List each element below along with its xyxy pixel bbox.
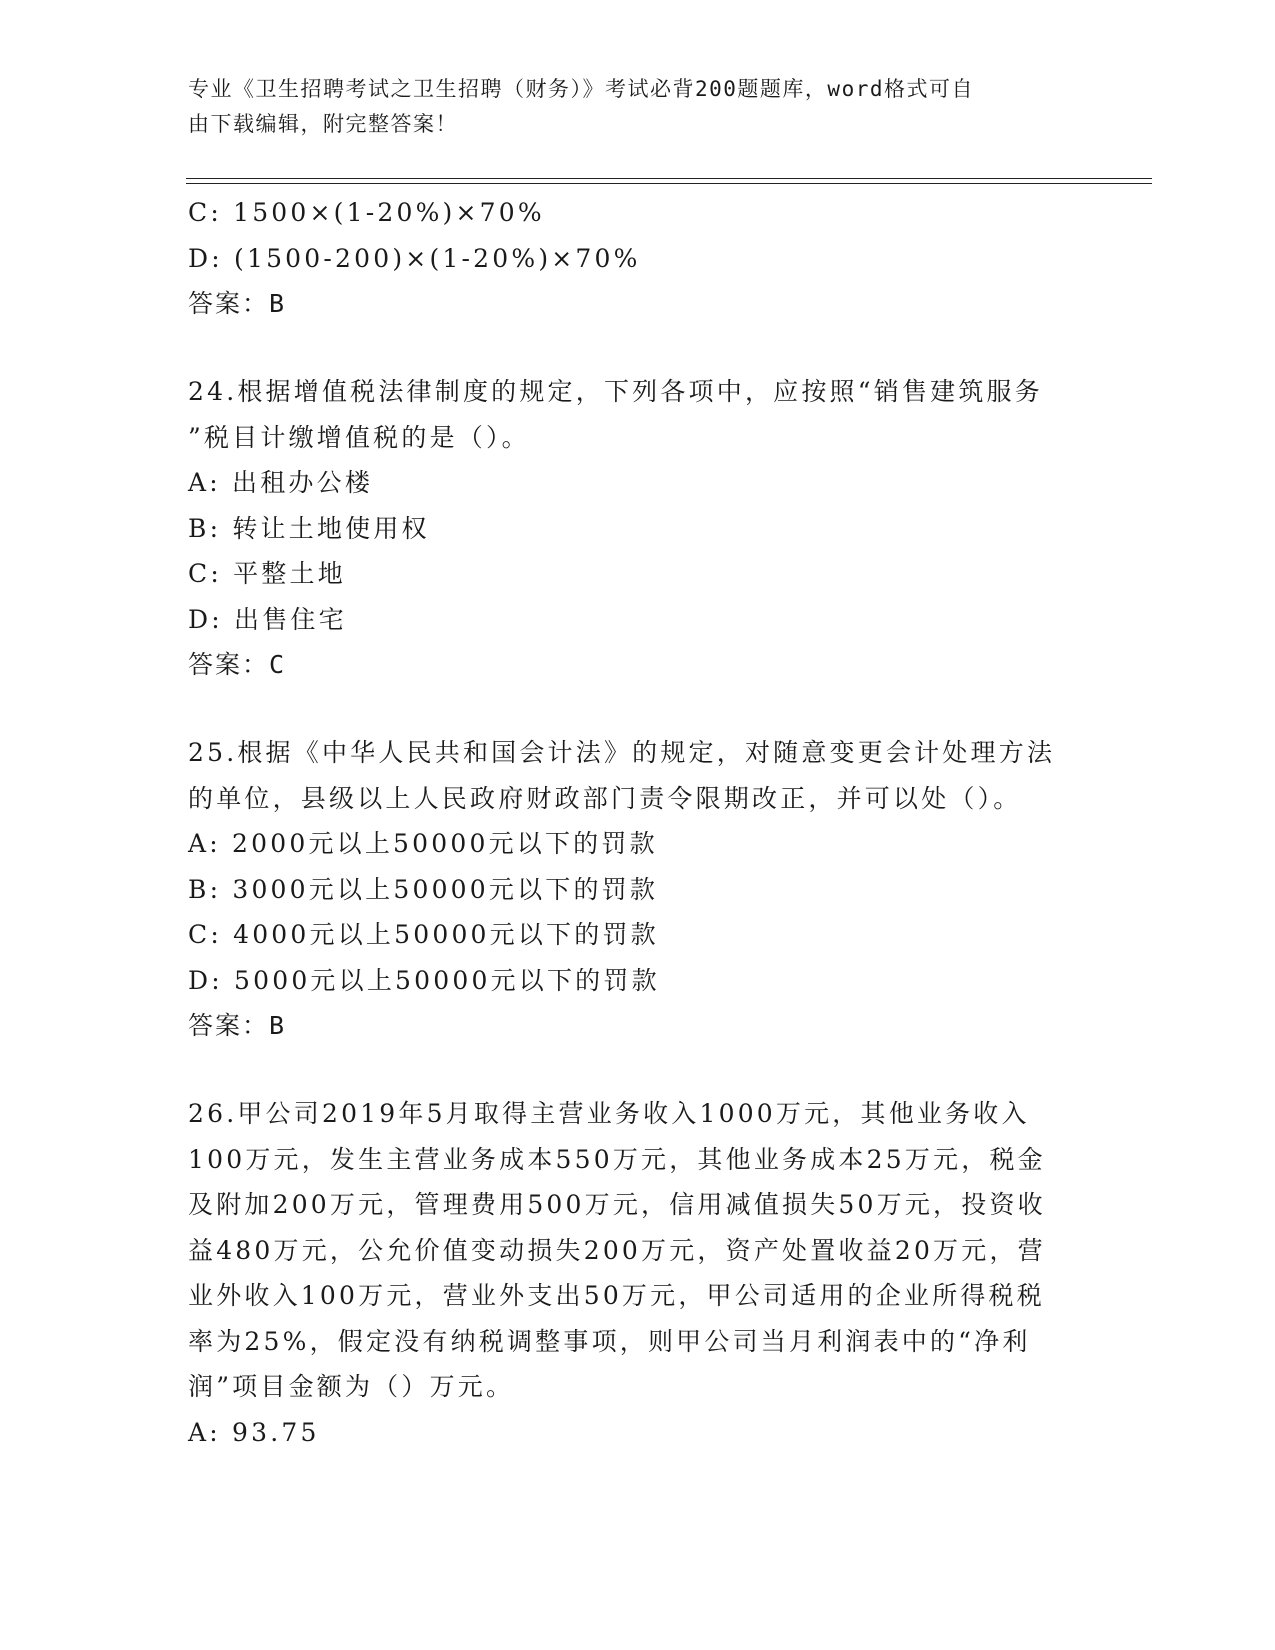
option-a: A: 2000元以上50000元以下的罚款 — [188, 829, 658, 858]
header-line-1: 专业《卫生招聘考试之卫生招聘（财务）》考试必背200题题库，word格式可自 — [188, 77, 974, 101]
question-23-tail — [188, 190, 1078, 327]
header-line-2: 由下载编辑，附完整答案！ — [188, 112, 458, 136]
document-header — [188, 72, 1068, 142]
question-stem-line: 100万元，发生主营业务成本550万元，其他业务成本25万元，税金 — [188, 1144, 1046, 1174]
answer-line: 答案：B — [188, 289, 287, 318]
header-divider-top — [186, 178, 1152, 179]
question-stem-line: 业外收入100万元，营业外支出50万元，甲公司适用的企业所得税税 — [188, 1281, 1045, 1310]
question-stem-line: 26.甲公司2019年5月取得主营业务收入1000万元，其他业务收入 — [188, 1099, 1030, 1128]
option-d: D: 出售住宅 — [188, 604, 347, 634]
question-stem-line: 益480万元，公允价值变动损失200万元，资产处置收益20万元，营 — [188, 1235, 1046, 1265]
question-stem-line: ”税目计缴增值税的是（）。 — [188, 422, 530, 452]
question-stem-line: 的单位，县级以上人民政府财政部门责令限期改正，并可以处（）。 — [188, 783, 1022, 813]
header-divider-bottom — [186, 183, 1152, 184]
question-stem-line: 及附加200万元，管理费用500万元，信用减值损失50万元，投资收 — [188, 1190, 1046, 1219]
question-25 — [188, 730, 1078, 1049]
answer-line: 答案：C — [188, 650, 287, 679]
question-stem-line: 25.根据《中华人民共和国会计法》的规定，对随意变更会计处理方法 — [188, 738, 1056, 767]
option-d: D: (1500-200)×(1-20%)×70% — [188, 243, 641, 273]
question-stem-line: 24.根据增值税法律制度的规定，下列各项中，应按照“销售建筑服务 — [188, 377, 1043, 406]
question-content — [188, 190, 1078, 1455]
option-a: A: 93.75 — [188, 1417, 320, 1447]
question-24 — [188, 369, 1078, 688]
option-b: B: 3000元以上50000元以下的罚款 — [188, 874, 659, 904]
option-a: A: 出租办公楼 — [188, 468, 374, 497]
option-c: C: 1500×(1-20%)×70% — [188, 198, 545, 227]
question-stem-line: 率为25%，假定没有纳税调整事项，则甲公司当月利润表中的“净利 — [188, 1326, 1031, 1356]
question-stem-line: 润”项目金额为（）万元。 — [188, 1372, 515, 1401]
option-b: B: 转让土地使用权 — [188, 513, 430, 543]
question-26 — [188, 1091, 1078, 1455]
option-d: D: 5000元以上50000元以下的罚款 — [188, 965, 660, 995]
answer-line: 答案：B — [188, 1011, 287, 1040]
option-c: C: 4000元以上50000元以下的罚款 — [188, 920, 659, 949]
option-c: C: 平整土地 — [188, 559, 346, 588]
